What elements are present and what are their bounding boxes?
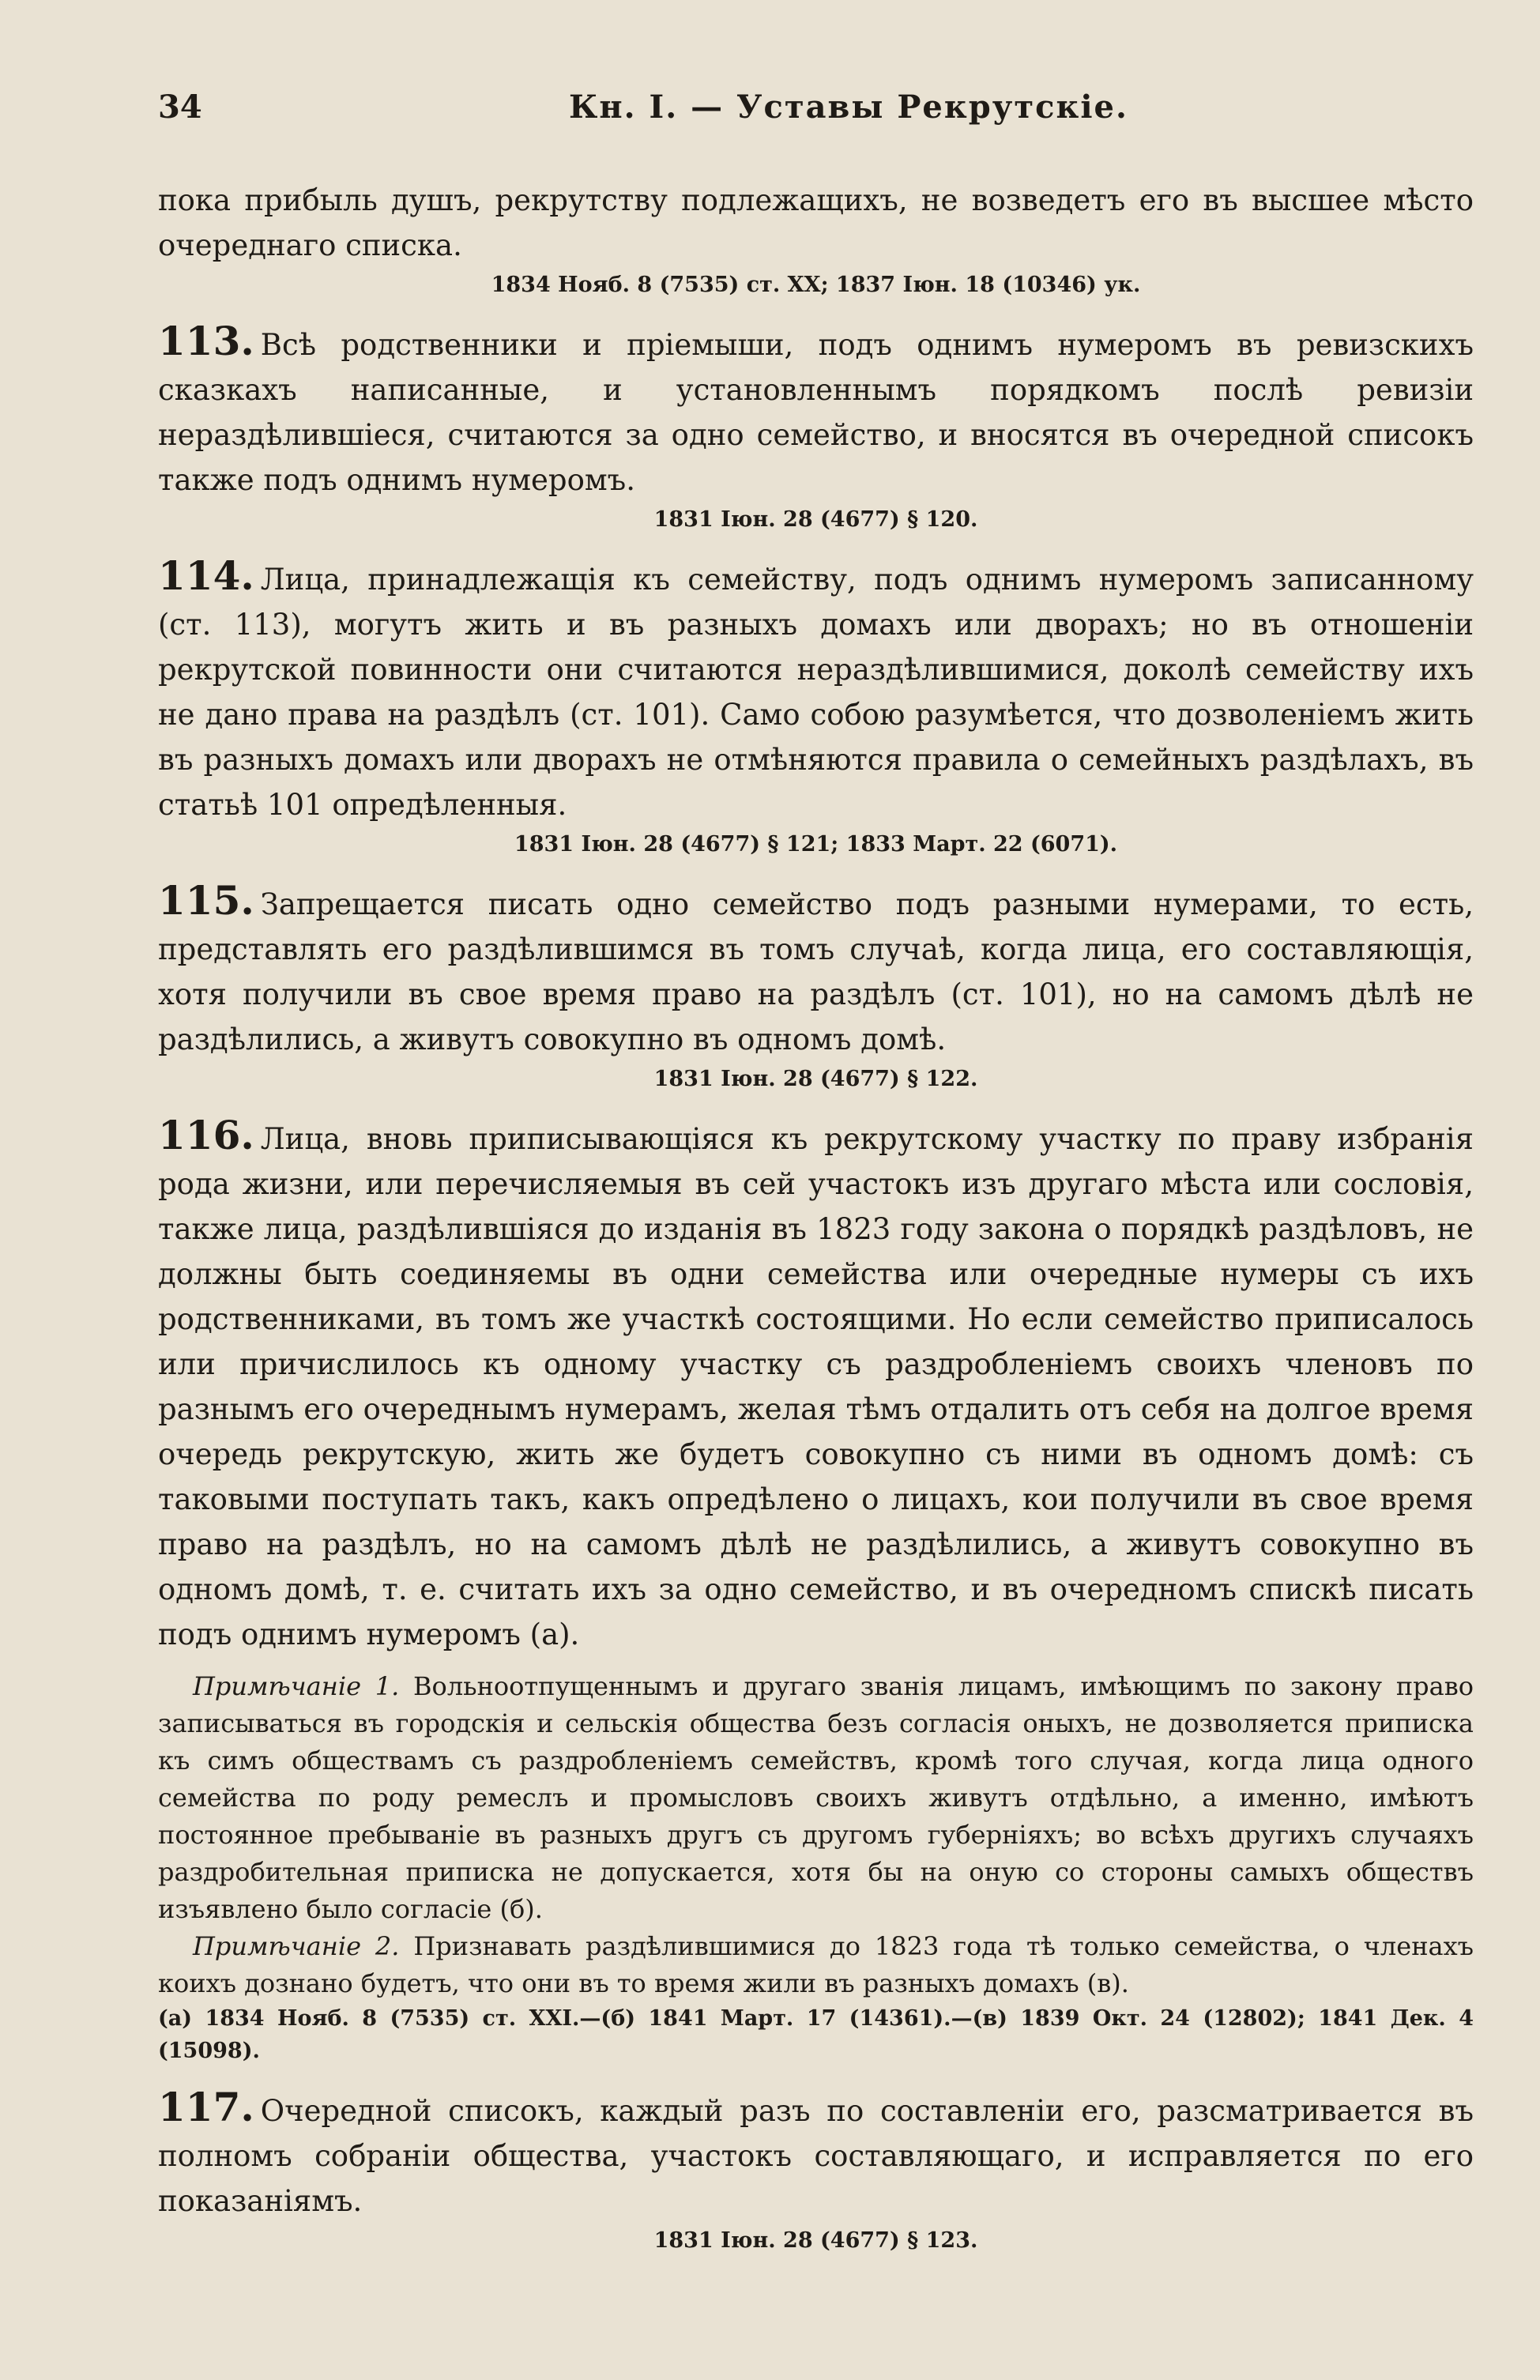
article-117 (158, 2084, 1474, 2224)
running-title: Кн. I. — Уставы Рекрутскіе. (569, 88, 1128, 126)
article-text: Лица, вновь приписывающіяся къ рекрутскому участку по праву избранія рода жизни, или перечисляемыя въ сей участокъ изъ другаго мѣста или сословія, также лица, раздѣлившіяся до изданія въ 1823 году закона о порядкѣ раздѣловъ, не должны быть соединяемы въ одни семейства или очередные нумеры съ ихъ родственниками, въ томъ же участкѣ состоящими. Но если семейство приписалось или причислилось къ одному участку съ раздробленіемъ своихъ членовъ по разнымъ его очереднымъ нумерамъ, желая тѣмъ отдалить отъ себя на долгое время очередь рекрутскую, жить же будетъ совокупно съ ними въ одномъ домѣ: съ таковыми поступать такъ, какъ опредѣлено о лицахъ, кои получили въ свое время право на раздѣлъ, но на самомъ дѣлѣ не раздѣлились, а живутъ совокупно въ одномъ домѣ, т. е. считать ихъ за одно семейство, и въ очередномъ спискѣ писать подъ однимъ нумеромъ (а). (158, 1122, 1474, 1651)
article-number: 115. (158, 877, 254, 924)
article-number: 113. (158, 318, 254, 364)
note-text: Признавать раздѣлившимися до 1823 года тѣ только семейства, о членахъ коихъ дознано будетъ, что они въ то время жили въ разныхъ домахъ (в). (158, 1931, 1474, 1998)
article-116 (158, 1113, 1474, 1657)
article-115 (158, 878, 1474, 1062)
article-citation: 1831 Іюн. 28 (4677) § 122. (653, 1067, 978, 1091)
article-text: Запрещается писать одно семейство подъ разными нумерами, то есть, представлять его раздѣлившимся въ томъ случаѣ, когда лица, его составляющія, хотя получили въ свое время право на раздѣлъ (ст. 101), но на самомъ дѣлѣ не раздѣлились, а живутъ совокупно въ одномъ домѣ. (158, 887, 1474, 1056)
article-references: (а) 1834 Нояб. 8 (7535) ст. XXI.—(б) 1841 Март. 17 (14361).—(в) 1839 Окт. 24 (12802); 1841 Дек. 4 (15098). (158, 2006, 1474, 2063)
continuation-citation: 1834 Нояб. 8 (7535) ст. XX; 1837 Іюн. 18 (10346) ук. (491, 273, 1141, 297)
article-114 (158, 553, 1474, 827)
article-113 (158, 318, 1474, 503)
article-number: 114. (158, 552, 254, 599)
article-text: Очередной списокъ, каждый разъ по составленіи его, разсматривается въ полномъ собраніи общества, участокъ составляющаго, и исправляется по его показаніямъ. (158, 2094, 1474, 2218)
note-text: Вольноотпущеннымъ и другаго званія лицамъ, имѣющимъ по закону право записываться въ городскія и сельскія общества безъ согласія оныхъ, не дозволяется приписка къ симъ обществамъ съ раздробленіемъ семействъ, кромѣ того случая, когда лица одного семейства по роду ремеслъ и промысловъ своихъ живутъ отдѣльно, а именно, имѣютъ постоянное пребываніе въ разныхъ другъ съ другомъ губерніяхъ; во всѣхъ другихъ случаяхъ раздробительная приписка не допускается, хотя бы на оную со стороны самыхъ обществъ изъявлено было согласіе (б). (158, 1671, 1474, 1924)
page-body (158, 178, 1474, 2274)
note-2 (158, 1928, 1474, 2002)
article-citation: 1831 Іюн. 28 (4677) § 121; 1833 Март. 22 (6071). (514, 832, 1118, 857)
note-1 (158, 1668, 1474, 1928)
article-number: 117. (158, 2084, 254, 2130)
article-citation: 1831 Іюн. 28 (4677) § 120. (653, 507, 978, 532)
page-header (158, 88, 1470, 136)
article-number: 116. (158, 1112, 254, 1158)
note-label: Примѣчаніе 2. (193, 1931, 400, 1961)
article-citation: 1831 Іюн. 28 (4677) § 123. (653, 2228, 978, 2253)
article-notes (158, 1668, 1474, 2067)
page-number: 34 (158, 88, 202, 126)
note-label: Примѣчаніе 1. (193, 1671, 400, 1701)
article-text: Всѣ родственники и пріемыши, подъ однимъ нумеромъ въ ревизскихъ сказкахъ написанные, и установленнымъ порядкомъ послѣ ревизіи нераздѣлившіеся, считаются за одно семейство, и вносятся въ очередной списокъ также подъ однимъ нумеромъ. (158, 328, 1474, 497)
article-text: Лица, принадлежащія къ семейству, подъ однимъ нумеромъ записанному (ст. 113), могутъ жить и въ разныхъ домахъ или дворахъ; но въ отношеніи рекрутской повинности они считаются нераздѣлившимися, доколѣ семейству ихъ не дано права на раздѣлъ (ст. 101). Само собою разумѣется, что дозволеніемъ жить въ разныхъ домахъ или дворахъ не отмѣняются правила о семейныхъ раздѣлахъ, въ статьѣ 101 опредѣленныя. (158, 563, 1474, 822)
continuation-text: пока прибыль душъ, рекрутству подлежащихъ, не возведетъ его въ высшее мѣсто очереднаго списка. (158, 183, 1474, 262)
